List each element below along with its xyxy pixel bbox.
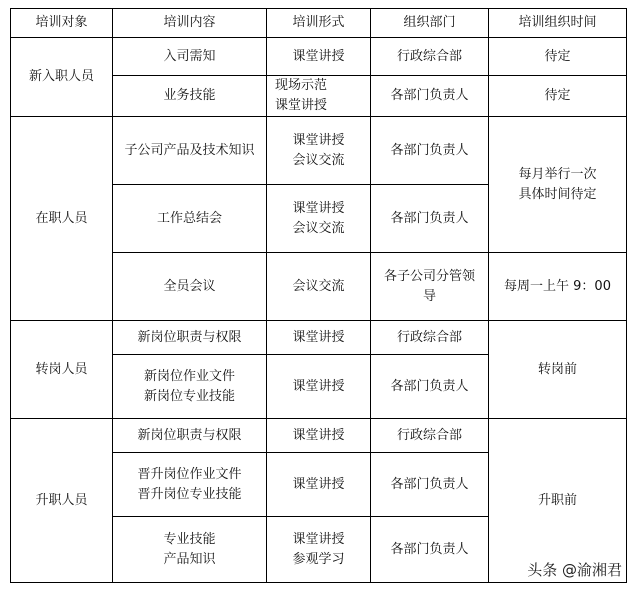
cell-form: 课堂讲授 会议交流 xyxy=(267,117,371,185)
cell-content: 工作总结会 xyxy=(113,185,267,253)
cell-content: 子公司产品及技术知识 xyxy=(113,117,267,185)
cell-time-monthly: 每月举行一次 具体时间待定 xyxy=(489,117,627,253)
header-time: 培训组织时间 xyxy=(489,9,627,38)
cell-time: 升职前 xyxy=(489,419,627,583)
training-plan-table xyxy=(10,8,627,583)
cell-time: 待定 xyxy=(489,38,627,76)
cell-content: 业务技能 xyxy=(113,76,267,117)
cell-dept: 各部门负责人 xyxy=(371,453,489,517)
cell-dept: 行政综合部 xyxy=(371,38,489,76)
cell-form: 现场示范 课堂讲授 xyxy=(267,76,371,117)
cell-dept: 各子公司分管领 导 xyxy=(371,253,489,321)
cell-dept: 各部门负责人 xyxy=(371,117,489,185)
cell-content: 全员会议 xyxy=(113,253,267,321)
cell-content: 新岗位职责与权限 xyxy=(113,419,267,453)
cell-dept: 行政综合部 xyxy=(371,419,489,453)
cell-form: 课堂讲授 xyxy=(267,321,371,355)
group-label-new: 新入职人员 xyxy=(11,38,113,117)
table-header-row xyxy=(11,9,627,38)
cell-dept: 各部门负责人 xyxy=(371,355,489,419)
cell-form: 课堂讲授 xyxy=(267,453,371,517)
cell-time-weekly: 每周一上午 9：00 xyxy=(489,253,627,321)
table-row xyxy=(11,419,627,453)
cell-time: 转岗前 xyxy=(489,321,627,419)
header-target: 培训对象 xyxy=(11,9,113,38)
header-content: 培训内容 xyxy=(113,9,267,38)
cell-dept: 各部门负责人 xyxy=(371,517,489,583)
cell-form: 课堂讲授 参观学习 xyxy=(267,517,371,583)
cell-content: 入司需知 xyxy=(113,38,267,76)
cell-form: 课堂讲授 xyxy=(267,38,371,76)
table-row xyxy=(11,117,627,185)
cell-content: 专业技能 产品知识 xyxy=(113,517,267,583)
cell-dept: 各部门负责人 xyxy=(371,185,489,253)
cell-content: 新岗位作业文件 新岗位专业技能 xyxy=(113,355,267,419)
cell-form: 课堂讲授 会议交流 xyxy=(267,185,371,253)
cell-form: 会议交流 xyxy=(267,253,371,321)
group-label-transfer: 转岗人员 xyxy=(11,321,113,419)
table-row xyxy=(11,321,627,355)
cell-form: 课堂讲授 xyxy=(267,419,371,453)
cell-dept: 行政综合部 xyxy=(371,321,489,355)
group-label-promotion: 升职人员 xyxy=(11,419,113,583)
cell-content: 晋升岗位作业文件 晋升岗位专业技能 xyxy=(113,453,267,517)
table-row xyxy=(11,38,627,76)
header-form: 培训形式 xyxy=(267,9,371,38)
cell-content: 新岗位职责与权限 xyxy=(113,321,267,355)
cell-dept: 各部门负责人 xyxy=(371,76,489,117)
source-watermark: 头条 @渝湘君 xyxy=(527,561,622,579)
group-label-current: 在职人员 xyxy=(11,117,113,321)
cell-form: 课堂讲授 xyxy=(267,355,371,419)
header-dept: 组织部门 xyxy=(371,9,489,38)
cell-time: 待定 xyxy=(489,76,627,117)
